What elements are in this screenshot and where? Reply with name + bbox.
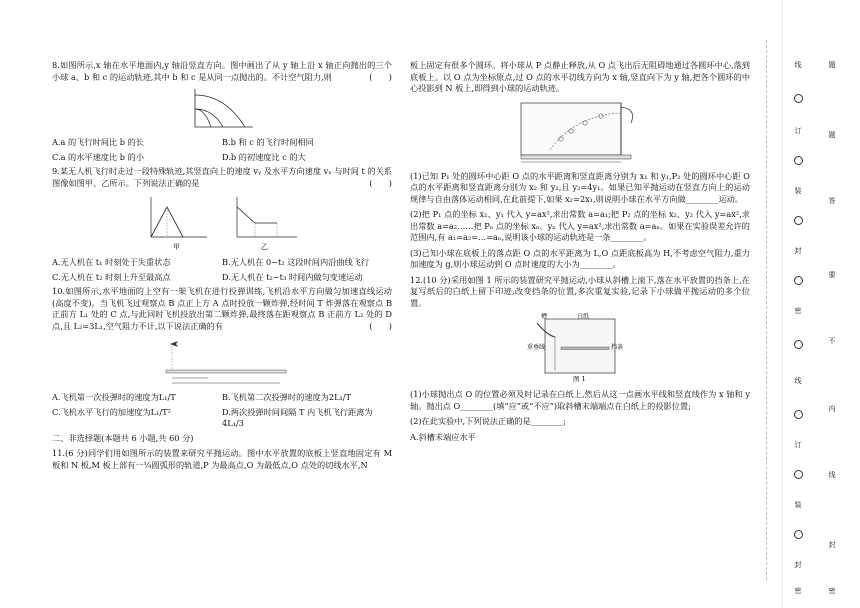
binding-char: 线: [828, 471, 836, 479]
q12-option-a: A.斜槽末端应水平: [410, 431, 476, 442]
binding-char: 密: [828, 587, 836, 595]
cut-line: [766, 40, 768, 580]
q9-option-c: C.无人机在 t₂ 时刻上升至最高点: [52, 271, 171, 282]
q12-stem: 12.(10 分)采用如图 1 所示的装置研究平抛运动,小球从斜槽上滚下,落在水平放置的挡条上,在复写纸后的白纸上留下印迹,改变挡条的位置,多次重复实验,记录下小球做平抛运动的多个位置。: [410, 274, 750, 308]
binding-ring: [794, 94, 803, 103]
q9-option-a: A.无人机在 t₁ 时刻处于失重状态: [52, 257, 171, 267]
q10-options-row1: [52, 392, 392, 404]
q12-apparatus-diagram: [525, 313, 635, 383]
q8-options-row2: [52, 152, 392, 164]
q11-stem-cont: 板上固定有很多个圆环。将小球从 P 点静止释放,从 O 点飞出后无阻碍地通过各圆环中心,落到底板上。以 O 点为坐标原点,过 O 点的水平切线方向为 x 轴,竖直向下为 y 轴,把各个圆环的中心投影到 N 板上,即得到小球的运动轨迹。: [410, 60, 751, 93]
q10-option-a: A.飞机第一次投弹时的速度为L₁/T: [52, 392, 176, 402]
q10-bombing-diagram: [152, 336, 292, 386]
graph-yi: [237, 197, 297, 237]
label-stop: 挡条: [611, 344, 624, 351]
q10-option-d: D.两次投弹时间间隔 T 内飞机飞行距离为4L₁/3: [222, 406, 373, 428]
binding-char: 线: [794, 61, 802, 69]
left-column: [52, 60, 392, 475]
binding-char: 不: [828, 337, 836, 345]
q9-option-d: D.无人机在 t₂~t₃ 时间内做匀变速运动: [222, 271, 363, 282]
q10-stem: 10.如图所示,水平地面的上空有一架飞机在进行投弹训练,飞机沿水平方向做匀加速直线运动(高度不变)。当飞机飞过观察点 B 点正上方 A 点时投放一颗炸弹,经时间 T 炸弹落在观察点 B 正前方 L₁ 处的 C 点,与此同时飞机投放出第二颗炸弹,最终落在距观察点 B 正前方 L₂ 处的 D 点,且 L₂=3L₁,空气阻力不计,以下说法正确的有 ( ): [52, 286, 392, 331]
binding-ring: [794, 156, 803, 165]
binding-ring: [794, 530, 803, 539]
q8-option-c: C.a 的水平速度比 b 的小: [52, 151, 145, 162]
label-paper: 白纸: [577, 313, 590, 320]
airplane-icon: [170, 341, 178, 347]
binding-char: 题: [828, 131, 836, 139]
binding-ring: [794, 410, 803, 419]
q9-options-row2: [52, 272, 392, 284]
q8-options-row1: [52, 137, 392, 149]
binding-char: 内: [828, 405, 836, 413]
binding-char: 答: [828, 197, 836, 205]
graph-jia: [151, 197, 207, 237]
q11-apparatus-diagram: [515, 99, 645, 165]
q8-option-b: B.b 和 c 的飞行时间相同: [222, 137, 314, 147]
q9-option-b: B.无人机在 0~t₂ 这段时间内沿曲线飞行: [222, 257, 370, 267]
q9-figures: [52, 193, 392, 251]
q8-option-d: D.b 的初速度比 c 的大: [222, 151, 306, 162]
binding-ring: [794, 216, 803, 225]
binding-char: 封: [794, 561, 802, 569]
q11-part3: (3)已知小球在底板上的落点距 O 点的水平距离为 L,O 点距底板高为 H,不考虑空气阻力,重力加速度为 g,则小球运动到 O 点时速度的大小为________。: [410, 247, 750, 269]
q8-stem: 8.如图所示,x 轴在水平地面内,y 轴沿竖直方向。图中画出了从 y 轴上沿 x 轴正向抛出的三个小球 a、b 和 c 的运动轨迹,其中 b 和 c 是从同一点抛出的。不计空气阻力,则 ( ): [52, 60, 392, 82]
binding-ring: [794, 276, 803, 285]
q11-part2: (2)把 P₁ 点的坐标 x₁、y₁ 代入 y=ax²,求出常数 a=a₁;把 P₂ 点的坐标 x₂、y₂ 代入 y=ax²,求出常数 a=a₂……把 Pₙ 点的坐标 xₙ、yₙ 代入 y=ax²,求出常数 a=aₙ。如果在实验误差允许的范围内,有 a₁=a₂=…=aₙ,说明该小球的运动轨迹是一条________。: [410, 209, 750, 242]
right-column: [410, 60, 750, 447]
q8-option-a: A.a 的飞行时间比 b 的长: [52, 137, 144, 147]
q8-trajectory-diagram: [187, 87, 257, 131]
q12-figure: [410, 313, 750, 383]
q9-options-row1: [52, 257, 392, 269]
q11-stem-start: 11.(6 分)同学们用如图所示的装置来研究平抛运动。图中水平放置的底板上竖直地固定有 M 板和 N 板,M 板上部有一¼圆弧形的轨道,P 为最高点,O 为最低点,O 点处的切线水平,N: [52, 448, 392, 470]
section-heading: 二、非选择题(本题共 6 小题,共 60 分): [52, 432, 194, 443]
q12-part1: (1)小球抛出点 O 的位置必须及时记录在白纸上,然后从这一点画水平线和竖直线作为 x 轴和 y 轴。抛出点 O________(填“应”或“不应”)取斜槽末端端点在白纸上的投影位置;: [410, 389, 750, 411]
q10-options-row2: [52, 407, 392, 430]
binding-char: 密: [794, 307, 802, 315]
label-hang: 重垂线: [527, 344, 546, 351]
binding-char: 题: [828, 61, 836, 69]
q12-part2: (2)在此实验中,下列说法正确的是________;: [410, 416, 567, 426]
label-slot: 槽: [541, 313, 548, 320]
binding-ring: [794, 470, 803, 479]
q11-figure: [410, 99, 750, 165]
q10-option-b: B.飞机第二次投弹时的速度为2L₁/T: [222, 392, 352, 402]
binding-char: 封: [794, 247, 802, 255]
binding-char: 订: [794, 441, 802, 449]
binding-char: 要: [828, 271, 836, 279]
fig1-caption: 图 1: [573, 375, 586, 383]
q10-figure: [52, 336, 392, 386]
binding-char: 订: [794, 127, 802, 135]
q9-velocity-graphs: [137, 193, 307, 251]
q9-stem: 9.某无人机飞行时走过一段特殊轨迹,其竖直向上的速度 vᵧ 及水平方向速度 vₓ 与时间 t 的关系图像如图甲、乙所示。下列说法正确的是 ( ): [52, 166, 392, 188]
binding-ring: [794, 340, 803, 349]
binding-char: 密: [794, 587, 802, 595]
fig-label-jia: 甲: [173, 243, 180, 251]
q10-option-c: C.飞机水平飞行的加速度为L₁/T²: [52, 406, 171, 417]
binding-char: 线: [794, 377, 802, 385]
binding-char: 装: [794, 187, 802, 195]
binding-char: 装: [794, 501, 802, 509]
q8-figure: [52, 87, 392, 131]
fig-label-yi: 乙: [261, 243, 268, 251]
q11-part1: (1)已知 P₁ 处的圆环中心距 O 点的水平距离和竖直距离分别为 x₁ 和 y₁,P₂ 处的圆环中心距 O 点的水平距离和竖直距离分别为 x₂ 和 y₂,且 y₂=4y₁。如果已知平抛运动在竖直方向上的运动规律与自由落体运动相同,在此前提下,如果 x₂=2x₁,则说明小球在水平方向做________运动。: [410, 170, 750, 204]
binding-char: 封: [828, 541, 836, 549]
binding-margin: [782, 0, 860, 608]
